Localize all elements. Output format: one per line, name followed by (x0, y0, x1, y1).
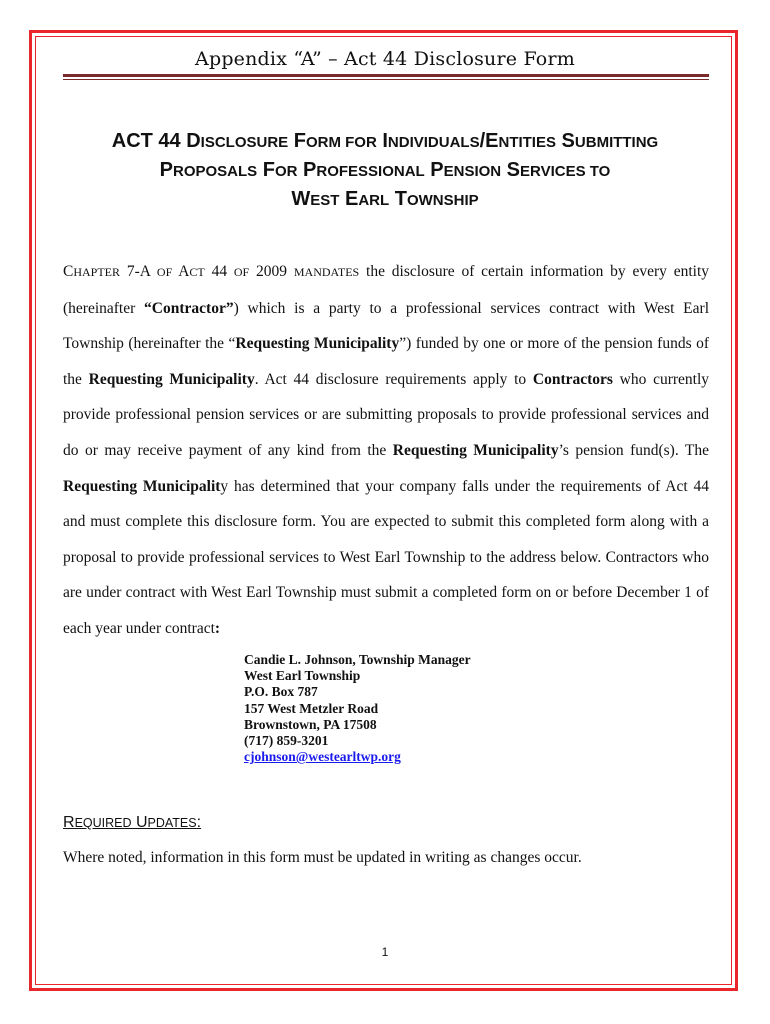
small-caps-text: OF (233, 265, 250, 279)
page-header-title: Appendix “A” – Act 44 Disclosure Form (195, 48, 575, 70)
contact-email-link[interactable]: cjohnson@westearltwp.org (244, 749, 401, 765)
small-caps-text: OF (156, 265, 173, 279)
heading-run: ENSION (443, 163, 502, 180)
contact-street: 157 West Metzler Road (244, 700, 379, 716)
body-text: 44 (204, 263, 234, 280)
heading-run: P (159, 159, 173, 181)
heading-run: U (131, 814, 148, 831)
heading-run: OWNSHIP (406, 192, 479, 209)
heading-run: /E (479, 130, 499, 152)
heading-run: ISCLOSURE (200, 134, 289, 151)
heading-run: ERVICES TO (520, 163, 611, 180)
heading-run: S (556, 130, 575, 152)
heading-run: : (196, 814, 202, 831)
heading-run: ARL (358, 192, 390, 209)
form-heading-line-3 (0, 189, 770, 209)
body-text: who currently provide professional pension services or are submitting proposals to provide professional services and do or may receive payment of any kind from the (63, 370, 710, 459)
emphasis-text: Requesting Municipalit (63, 477, 221, 495)
disclosure-paragraph (63, 254, 709, 647)
form-heading-line-1 (0, 131, 770, 151)
contact-address-block (244, 652, 471, 765)
body-text: 7-A (120, 263, 157, 280)
required-updates-heading (63, 814, 201, 832)
heading-run: NDIVIDUALS (387, 134, 480, 151)
required-updates-text: Where noted, information in this form must be updated in writing as changes occur. (63, 849, 582, 866)
small-caps-text: HAPTER (73, 265, 121, 279)
body-text: 2009 (249, 263, 294, 280)
header-rule-thin (63, 79, 709, 80)
body-text: . Act 44 disclosure requirements apply to (254, 370, 533, 388)
heading-run: S (501, 159, 521, 181)
form-heading-line-2 (0, 160, 770, 180)
heading-run: I (376, 130, 388, 152)
heading-run: P (297, 159, 317, 181)
emphasis-text: Requesting Municipality (392, 441, 559, 459)
heading-run: ORM FOR (305, 134, 377, 151)
heading-run: NTITIES (498, 134, 556, 151)
body-text: the disclosure of certain information by every entity (hereinafter (63, 263, 710, 317)
contact-city: Brownstown, PA 17508 (244, 716, 377, 732)
heading-run: OR (274, 163, 298, 180)
heading-run: ROFESSIONAL (316, 163, 425, 180)
heading-run: ROPOSALS (172, 163, 258, 180)
small-caps-text: CT (189, 265, 205, 279)
emphasis-text: Contractors (532, 370, 613, 388)
contact-po-box: P.O. Box 787 (244, 684, 318, 700)
page-number: 1 (381, 945, 389, 959)
emphasis-text: Requesting Municipality (235, 335, 400, 353)
heading-run: W (291, 188, 311, 210)
heading-run: UBMITTING (574, 134, 659, 151)
header-rule-thick (63, 74, 709, 77)
body-text: ”) funded by one or more of the pension funds of the (63, 335, 709, 388)
small-caps-text: MANDATES (293, 265, 360, 279)
contact-organization: West Earl Township (244, 668, 361, 684)
body-text: ) which is a party to a professional services contract with West Earl Township (hereinafter the “ (63, 299, 709, 353)
contact-name: Candie L. Johnson, Township Manager (244, 652, 471, 667)
heading-run: EST (310, 192, 340, 209)
body-text: y has determined that your company falls under the requirements of Act 44 and must complete this disclosure form. You are expected to submit this completed form along with a proposal to provide professional services to West Earl Township to the address below. Contractors who are under contract with West Earl Township must submit a completed form on or before December 1 of each year under contract (63, 477, 709, 637)
heading-run: P (424, 159, 444, 181)
emphasis-text: Requesting Municipality (88, 370, 255, 388)
heading-run: ACT 44 D (111, 130, 201, 152)
body-text: C (63, 263, 74, 280)
heading-run: F (257, 159, 275, 181)
heading-run: F (288, 130, 306, 152)
heading-run: R (63, 814, 75, 831)
heading-run: T (389, 188, 407, 210)
body-text: ’s pension fund(s). The (558, 441, 709, 459)
heading-run: E (339, 188, 359, 210)
heading-run: EQUIRED (74, 816, 132, 830)
emphasis-text: : (214, 619, 221, 637)
emphasis-text: “Contractor” (144, 299, 234, 317)
body-text: A (172, 263, 190, 280)
heading-run: PDATES (147, 816, 197, 830)
contact-phone: (717) 859-3201 (244, 733, 329, 749)
